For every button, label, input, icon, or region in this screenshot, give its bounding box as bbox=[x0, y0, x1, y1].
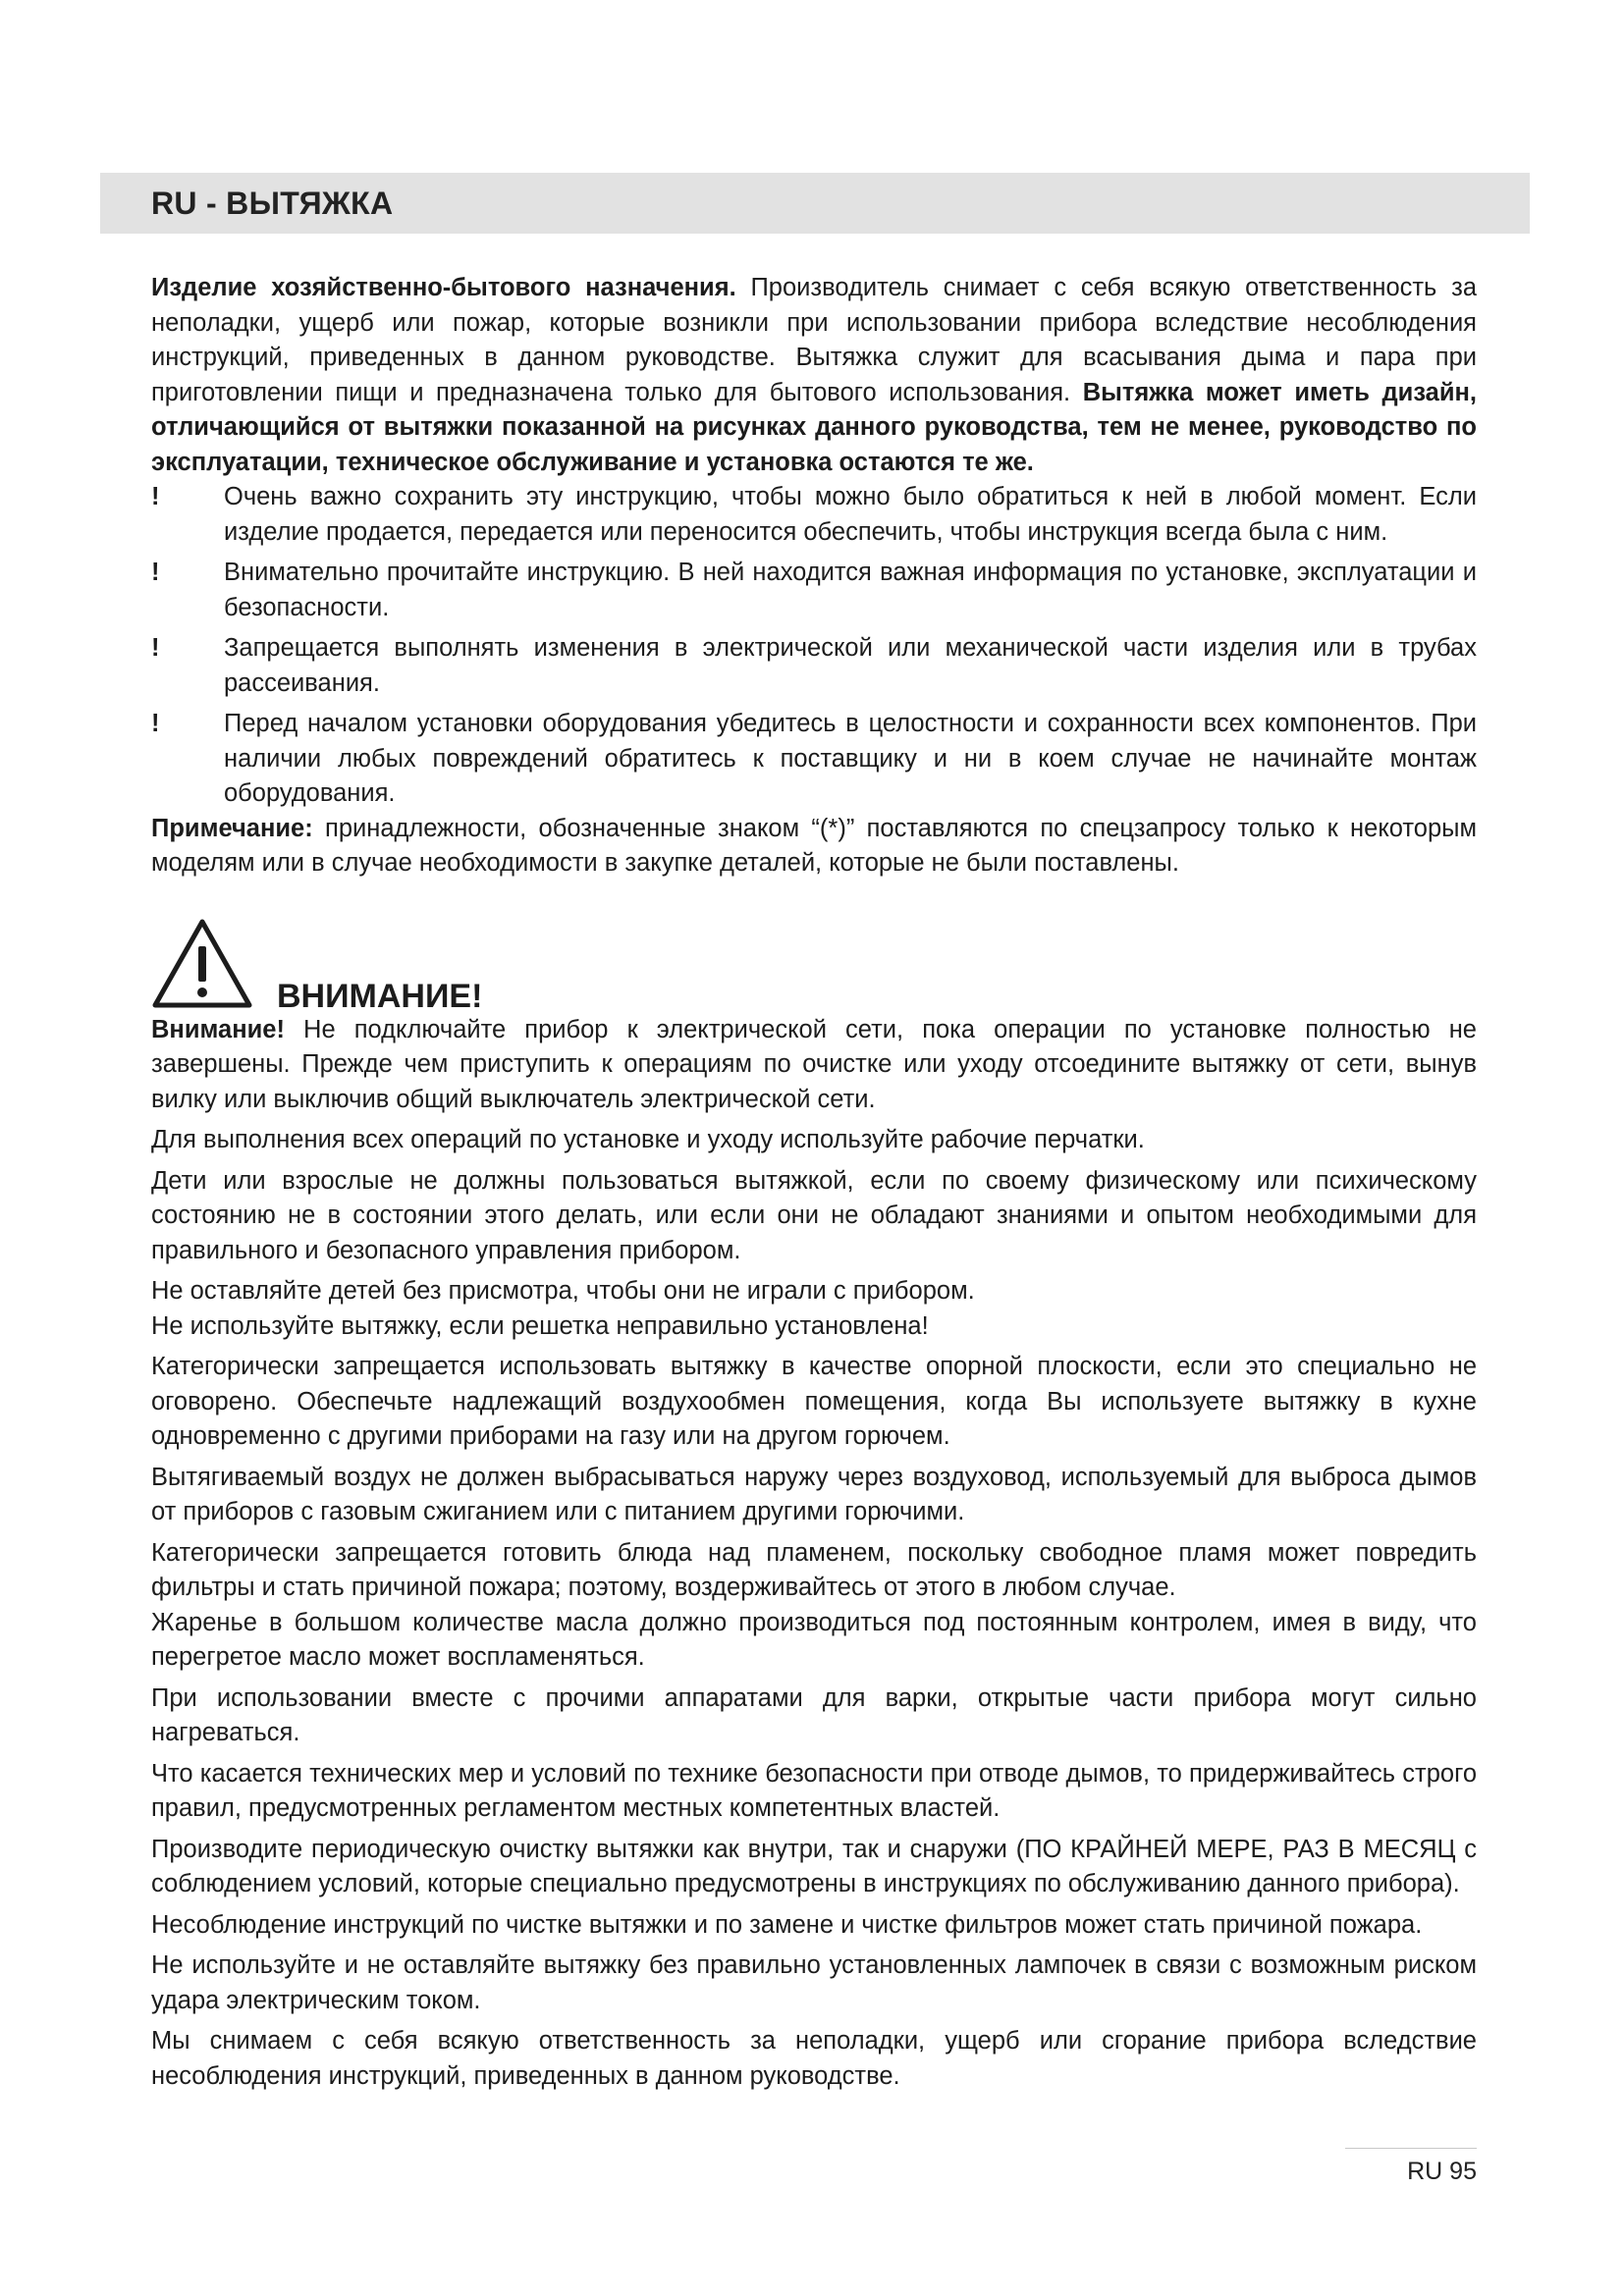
footer-divider bbox=[1345, 2148, 1477, 2149]
warning-paragraph: Категорически запрещается готовить блюда над пламенем, поскольку свободное пламя может повредить фильтры и стать причиной пожара; поэтому, воздерживайтесь от этого в любом случае. bbox=[151, 1538, 1477, 1601]
note-text: Очень важно сохранить эту инструкцию, чтобы можно было обратиться к ней в любой момент. Если изделие продается, передается или переносится обеспечить, чтобы инструкция всегда была с ним. bbox=[224, 483, 1477, 546]
document-body bbox=[151, 271, 1477, 2094]
warning-paragraph: При использовании вместе с прочими аппаратами для варки, открытые части прибора могут сильно нагреваться. bbox=[151, 1683, 1477, 1746]
note-item bbox=[151, 707, 1477, 812]
intro-bold-tail: Вытяжка может иметь дизайн, отличающийся от вытяжки показанной на рисунках данного руководства, тем не менее, руководство по эксплуатации, техническое обслуживание и установка остаются те же. bbox=[151, 378, 1478, 476]
remark-label: Примечание: bbox=[151, 814, 313, 842]
warning-paragraph: Мы снимаем с себя всякую ответственность за неполадки, ущерб или сгорание прибора вследствие несоблюдения инструкций, приведенных в данном руководстве. bbox=[151, 2027, 1477, 2090]
warning-paragraph: Производите периодическую очистку вытяжки как внутри, так и снаружи (ПО КРАЙНЕЙ МЕРЕ, РАЗ В МЕСЯЦ с соблюдением условий, которые специально предусмотрены в инструкциях по обслуживанию данного прибора). bbox=[151, 1835, 1477, 1897]
warning-paragraph: Не оставляйте детей без присмотра, чтобы они не играли с прибором. bbox=[151, 1277, 975, 1305]
note-text: Внимательно прочитайте инструкцию. В ней находится важная информация по установке, эксплуатации и безопасности. bbox=[224, 559, 1477, 621]
exclamation-mark: ! bbox=[151, 559, 160, 586]
intro-bold-lead: Изделие хозяйственно-бытового назначения. bbox=[151, 274, 736, 301]
note-item bbox=[151, 556, 1477, 625]
remark-paragraph bbox=[151, 812, 1477, 881]
warning-lead-label: Внимание! bbox=[151, 1015, 285, 1043]
intro-text: Производитель снимает с себя всякую ответственность за неполадки, ущерб или пожар, которые возникли при использовании прибора вследствие несоблюдения инструкций, приведенных в данном руководстве. Вытяжка служит для всасывания дыма и пара при приготовлении пищи и предназначена только для бытового использования. bbox=[151, 274, 1477, 406]
intro-paragraph bbox=[151, 271, 1477, 480]
warning-lead-paragraph bbox=[151, 1013, 1477, 1118]
warning-paragraph: Не используйте вытяжку, если решетка неправильно установлена! bbox=[151, 1311, 929, 1340]
warning-paragraph: Жаренье в большом количестве масла должно производиться под постоянным контролем, имея в виду, что перегретое масло может воспламеняться. bbox=[151, 1608, 1477, 1671]
exclamation-mark: ! bbox=[151, 634, 160, 662]
note-text: Перед началом установки оборудования убедитесь в целостности и сохранности всех компонентов. При наличии любых повреждений обратитесь к поставщику и ни в коем случае не начинайте монтаж оборудования. bbox=[224, 710, 1477, 807]
warning-paragraph: Не используйте и не оставляйте вытяжку без правильно установленных лампочек в связи с возможным риском удара электрическим током. bbox=[151, 1951, 1477, 2014]
section-header-bar bbox=[100, 173, 1530, 234]
page-number: RU 95 bbox=[1407, 2158, 1477, 2185]
warning-paragraph: Вытягиваемый воздух не должен выбрасываться наружу через воздуховод, используемый для выброса дымов от приборов с газовым сжиганием или с питанием другими горючими. bbox=[151, 1463, 1477, 1525]
warning-heading bbox=[151, 905, 1477, 1013]
warning-paragraph: Категорически запрещается использовать вытяжку в качестве опорной плоскости, если это специально не оговорено. Обеспечьте надлежащий воздухообмен помещения, когда Вы используете вытяжку в кухне одновременно с другими приборами на газу или на другом горючем. bbox=[151, 1353, 1477, 1450]
note-item bbox=[151, 480, 1477, 550]
remark-text: принадлежности, обозначенные знаком “(*)” поставляются по спецзапросу только к некоторым моделям или в случае необходимости в закупке деталей, которые не были поставлены. bbox=[151, 814, 1477, 877]
warning-paragraph: Дети или взрослые не должны пользоваться вытяжкой, если по своему физическому или психическому состоянию не в состоянии этого делать, или если они не обладают знаниями и опытом необходимыми для правильного и безопасного управления прибором. bbox=[151, 1166, 1477, 1264]
warning-paragraph: Для выполнения всех операций по установке и уходу используйте рабочие перчатки. bbox=[151, 1126, 1145, 1153]
exclamation-mark: ! bbox=[151, 483, 160, 510]
note-item bbox=[151, 631, 1477, 701]
warning-paragraph: Несоблюдение инструкций по чистке вытяжки и по замене и чистке фильтров может стать причиной пожара. bbox=[151, 1910, 1423, 1939]
exclamation-mark: ! bbox=[151, 710, 160, 737]
warning-paragraph: Что касается технических мер и условий по технике безопасности при отводе дымов, то придерживайтесь строго правил, предусмотренных регламентом местных компетентных властей. bbox=[151, 1759, 1477, 1822]
warning-title: ВНИМАНИЕ! bbox=[277, 977, 483, 1015]
warning-lead-text: Не подключайте прибор к электрической сети, пока операции по установке полностью не завершены. Прежде чем приступить к операциям по очистке или уходу отсоедините вытяжку от сети, вынув вилку или выключив общий выключатель электрической сети. bbox=[151, 1015, 1477, 1113]
warning-triangle-icon bbox=[151, 917, 253, 1013]
section-title: RU - ВЫТЯЖКА bbox=[151, 186, 394, 221]
note-text: Запрещается выполнять изменения в электрической или механической части изделия или в трубах рассеивания. bbox=[224, 634, 1477, 697]
